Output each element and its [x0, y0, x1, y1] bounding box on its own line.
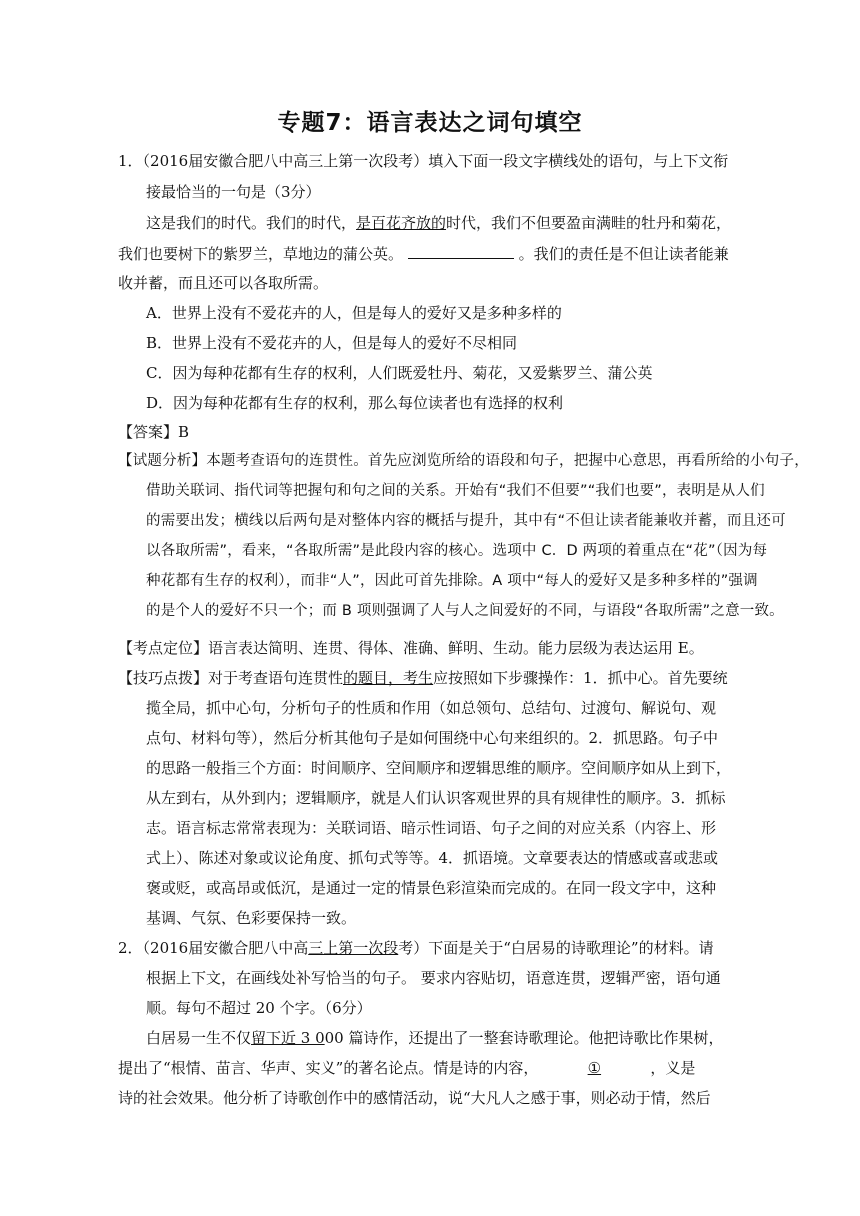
q1-passage-line-2: [118, 243, 729, 264]
q2-fill-blank-1: ①: [587, 1059, 602, 1077]
q1-jiqiao-line-1: [118, 668, 728, 688]
q1-analysis-line-6: 的是个人的爱好不只一个；而 B 项则强调了人与人之间爱好的不同，与语段“各取所需”之意一致。: [146, 603, 784, 619]
q2-passage-line-2: [118, 1058, 695, 1078]
page-title: 专题7：语言表达之词句填空: [277, 110, 583, 136]
q2-stem-underlined: 三上第一次段: [308, 939, 399, 957]
q1-stem-line-1: 1．（2016届安徽合肥八中高三上第一次段考）填入下面一段文字横线处的语句，与上下文衔: [118, 152, 729, 170]
q2-passage-text: 00 篇诗作，还提出了一整套诗歌理论。他把诗歌比作果树，: [324, 1029, 724, 1047]
q1-answer: 【答案】B: [118, 423, 190, 441]
q1-option-b: B．世界上没有不爱花卉的人，但是每人的爱好不尽相同: [146, 334, 518, 352]
q1-jiqiao-line-7: 式上）、陈述对象或议论角度、抓句式等等。4．抓语境。文章要表达的情感或喜或悲或: [146, 849, 719, 867]
q2-passage-line-3: 诗的社会效果。他分析了诗歌创作中的感情活动，说“大凡人之感于事，则必动于情，然后: [118, 1089, 711, 1107]
q2-passage-text: 提出了“根情、苗言、华声、实义”的著名论点。情是诗的内容，: [118, 1059, 539, 1077]
q1-passage-underlined: 是百花齐放的: [356, 214, 447, 232]
q2-passage-underlined: 留下近 3 0: [251, 1029, 325, 1047]
q1-jiqiao-text: 应按照如下步骤操作：1．抓中心。首先要统: [433, 669, 728, 687]
q1-option-a: A．世界上没有不爱花卉的人，但是每人的爱好又是多种多样的: [146, 304, 562, 322]
q1-analysis-line-2: 借助关联词、指代词等把握句和句之间的关系。开始有“我们不但要”“我们也要”，表明是从人们: [146, 483, 765, 499]
q2-stem-line-1: [118, 938, 714, 958]
q2-passage-text: 白居易一生不仅: [146, 1029, 252, 1047]
q1-jiqiao-text: 【技巧点拨】对于考查语句连贯性: [118, 669, 344, 687]
q1-jiqiao-line-2: 揽全局，抓中心句，分析句子的性质和作用（如总领句、总结句、过渡句、解说句、观: [146, 699, 717, 717]
q1-analysis-line-3: 的需要出发；横线以后两句是对整体内容的概括与提升，其中有“不但让读者能兼收并蓄，而且还可: [146, 513, 786, 529]
q2-passage-text: ，义是: [650, 1059, 696, 1077]
q1-kaodian: 【考点定位】语言表达简明、连贯、得体、准确、鲜明、生动。能力层级为表达运用 E。: [118, 639, 704, 657]
q1-stem-line-2: 接最恰当的一句是（3分）: [146, 183, 321, 201]
q1-jiqiao-line-8: 褒或贬，或高昂或低沉，是通过一定的情景色彩渲染而完成的。在同一段文字中，这种: [146, 879, 717, 897]
q1-option-c: C．因为每种花都有生存的权利，人们既爱牡丹、菊花，又爱紫罗兰、蒲公英: [146, 364, 653, 382]
q1-passage-text: 我们也要树下的紫罗兰，草地边的蒲公英。: [118, 245, 404, 263]
q2-stem-text: 考）下面是关于“白居易的诗歌理论”的材料。请: [398, 939, 714, 957]
q1-passage-line-3: 收并蓄，而且还可以各取所需。: [118, 274, 329, 292]
q1-passage-text: 。我们的责任是不但让读者能兼: [518, 245, 729, 263]
q1-jiqiao-line-3: 点句、材料句等），然后分析其他句子是如何围绕中心句来组织的。2．抓思路。句子中: [146, 729, 719, 747]
q1-passage-line-1: [146, 213, 731, 233]
q2-passage-line-1: [146, 1028, 724, 1048]
q1-jiqiao-line-5: 从左到右，从外到内；逻辑顺序，就是人们认识客观世界的具有规律性的顺序。3．抓标: [146, 789, 726, 807]
q2-stem-text: 2．（2016届安徽合肥八中高: [118, 939, 309, 957]
q1-passage-text: 时代，我们不但要盈亩满畦的牡丹和菊花，: [446, 214, 732, 232]
q1-analysis-line-1: 【试题分析】本题考查语句的连贯性。首先应浏览所给的语段和句子，把握中心意思，再看所给的小句子，: [118, 453, 809, 469]
q1-analysis-line-4: 以各取所需”，看来，“各取所需”是此段内容的核心。选项中 C．D 两项的着重点在“花”（因为每: [146, 543, 768, 559]
q1-passage-text: 这是我们的时代。我们的时代，: [146, 214, 357, 232]
q1-fill-blank: [408, 243, 514, 259]
q1-option-d: D．因为每种花都有生存的权利，那么每位读者也有选择的权利: [146, 394, 564, 412]
q1-jiqiao-line-4: 的思路一般指三个方面：时间顺序、空间顺序和逻辑思维的顺序。空间顺序如从上到下，: [146, 759, 732, 777]
q1-analysis-line-5: 种花都有生存的权利），而非“人”，因此可首先排除。A 项中“每人的爱好又是多种多样的”强调: [146, 573, 758, 589]
q1-jiqiao-underlined: 的题目，考生: [343, 669, 434, 687]
q1-jiqiao-line-9: 基调、气氛、色彩要保持一致。: [146, 909, 357, 927]
q1-jiqiao-line-6: 志。语言标志常常表现为：关联词语、暗示性词语、句子之间的对应关系（内容上、形: [146, 819, 717, 837]
q2-stem-line-3: 顺。每句不超过 20 个字。（6分）: [146, 999, 372, 1017]
q2-stem-line-2: 根据上下文，在画线处补写恰当的句子。 要求内容贴切，语意连贯，逻辑严密，语句通: [146, 969, 721, 987]
